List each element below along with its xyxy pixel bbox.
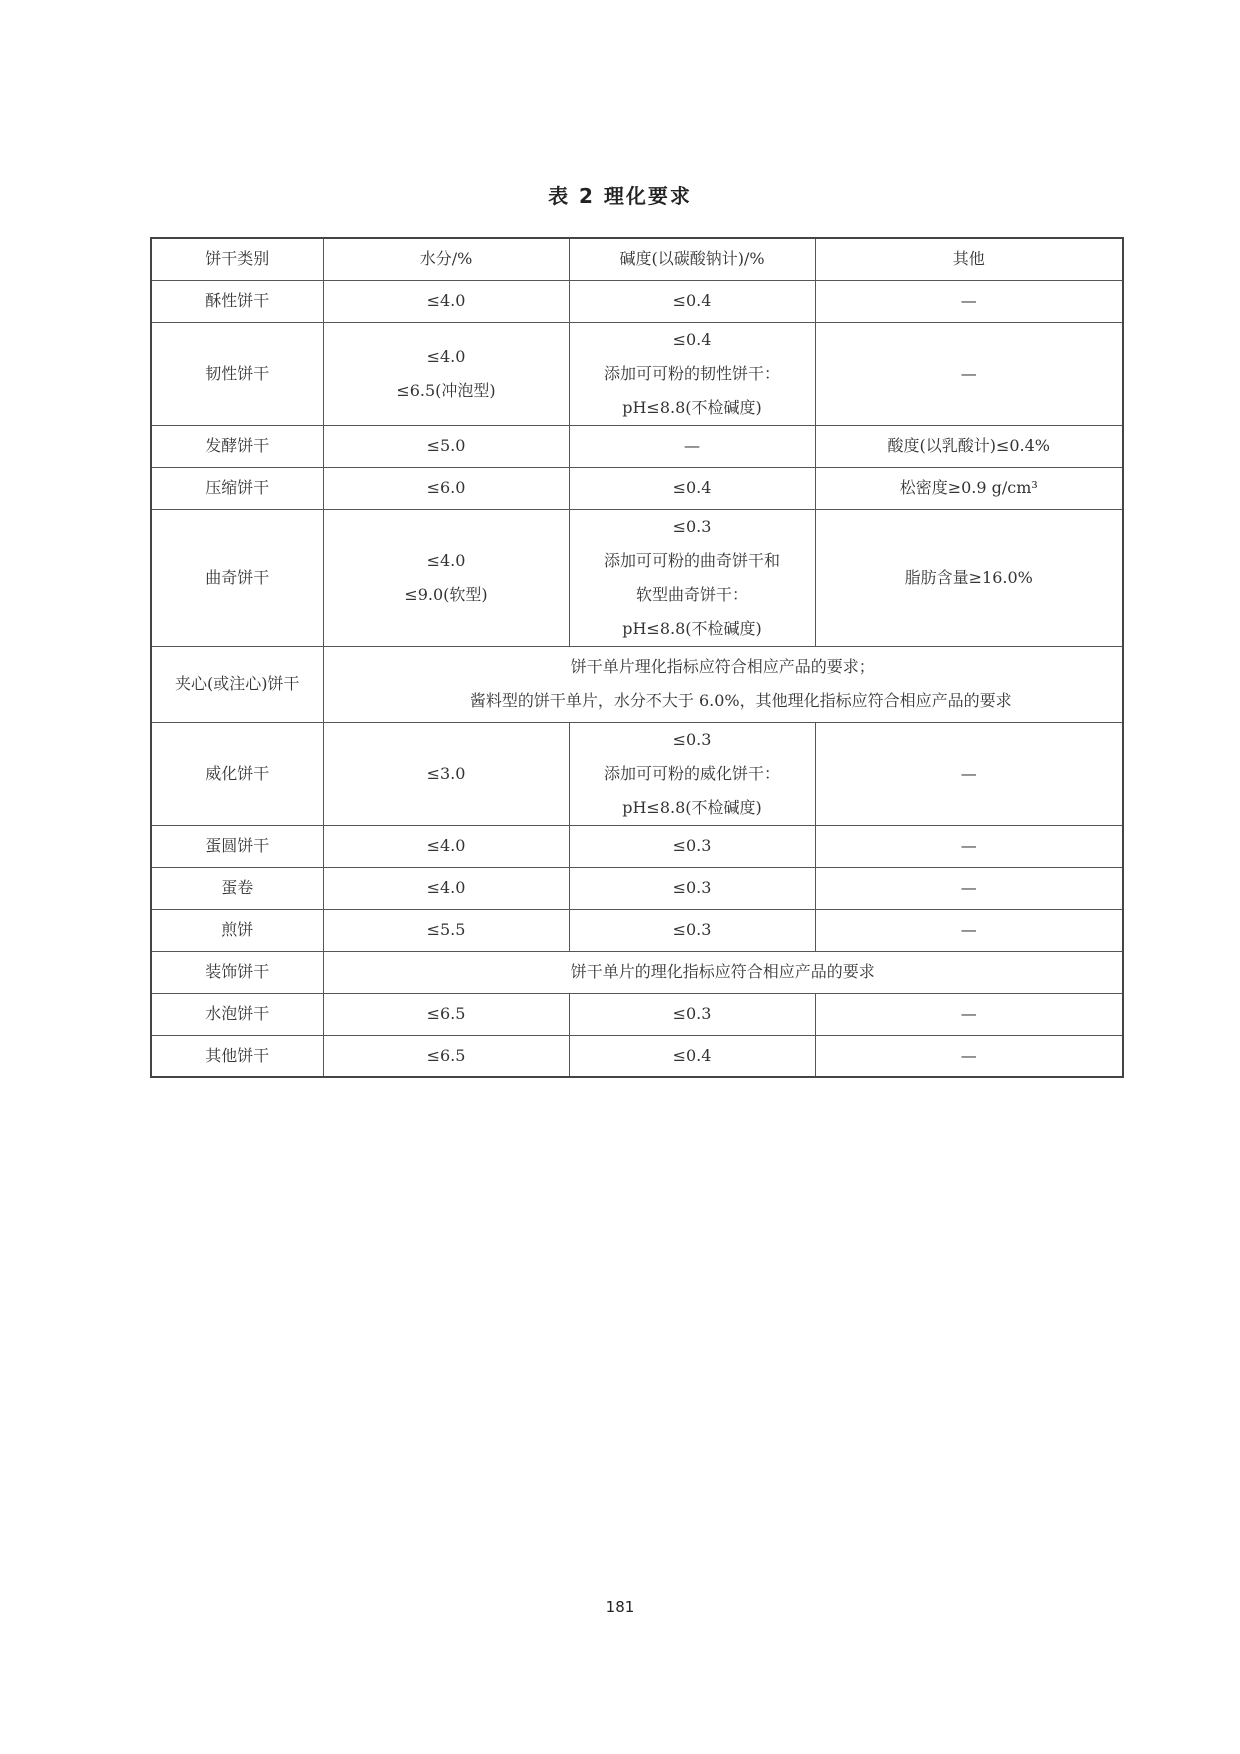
- header-moisture: 水分/%: [323, 238, 569, 280]
- cell-line: 脂肪含量≥16.0%: [904, 567, 1033, 587]
- table-row: [151, 993, 1123, 1035]
- moisture-cell: [323, 467, 569, 509]
- alkalinity-cell: [569, 1035, 815, 1077]
- table-row: [151, 467, 1123, 509]
- cell-line: 酱料型的饼干单片，水分不大于 6.0%，其他理化指标应符合相应产品的要求: [469, 691, 1012, 710]
- alkalinity-cell: [569, 280, 815, 322]
- cell-line: ≤4.0: [426, 836, 466, 855]
- header-other: 其他: [815, 238, 1123, 280]
- cell-line: ≤5.0: [426, 436, 466, 455]
- alkalinity-cell: [569, 993, 815, 1035]
- moisture-cell: [323, 825, 569, 867]
- category-cell: 煎饼: [151, 909, 323, 951]
- category-cell: 蛋圆饼干: [151, 825, 323, 867]
- cell-line: ≤0.4: [672, 1045, 712, 1065]
- cell-line: 添加可可粉的韧性饼干：: [603, 363, 780, 383]
- page-number: 181: [605, 1598, 635, 1616]
- category-cell: 其他饼干: [151, 1035, 323, 1077]
- cell-line: —: [960, 878, 977, 897]
- table-header-row: [151, 238, 1123, 280]
- category-cell: 韧性饼干: [151, 322, 323, 425]
- category-cell: 威化饼干: [151, 722, 323, 825]
- moisture-cell: [323, 322, 569, 425]
- other-cell: [815, 467, 1123, 509]
- category-cell: 压缩饼干: [151, 467, 323, 509]
- cell-line: ≤4.0: [426, 878, 466, 897]
- cell-line: 添加可可粉的曲奇饼干和: [603, 550, 780, 570]
- physicochemical-requirements-table: [150, 237, 1124, 1078]
- merged-note-cell: [323, 646, 1123, 722]
- moisture-cell: [323, 867, 569, 909]
- table-row: [151, 867, 1123, 909]
- moisture-cell: [323, 509, 569, 646]
- cell-line: ≤4.0: [426, 291, 466, 310]
- cell-line: ≤0.4: [672, 478, 712, 497]
- moisture-cell: [323, 993, 569, 1035]
- cell-line: 饼干单片理化指标应符合相应产品的要求；: [570, 657, 875, 676]
- table-row: [151, 722, 1123, 825]
- cell-line: ≤0.4: [672, 329, 712, 349]
- other-cell: [815, 509, 1123, 646]
- cell-line: ≤5.5: [426, 920, 466, 939]
- category-cell: 装饰饼干: [151, 951, 323, 993]
- category-cell: 水泡饼干: [151, 993, 323, 1035]
- cell-line: ≤4.0: [426, 346, 466, 366]
- header-category: 饼干类别: [151, 238, 323, 280]
- category-cell: 发酵饼干: [151, 425, 323, 467]
- cell-line: ≤0.4: [672, 291, 712, 310]
- cell-line: ≤0.3: [672, 1004, 712, 1023]
- alkalinity-cell: [569, 825, 815, 867]
- moisture-cell: [323, 280, 569, 322]
- cell-line: 松密度≥0.9 g/cm³: [899, 478, 1038, 497]
- cell-line: ≤6.5: [426, 1004, 466, 1023]
- cell-line: ≤0.3: [672, 516, 712, 536]
- alkalinity-cell: [569, 322, 815, 425]
- cell-line: ≤9.0(软型): [404, 584, 488, 604]
- cell-line: —: [960, 920, 977, 939]
- table-row: [151, 509, 1123, 646]
- moisture-cell: [323, 722, 569, 825]
- alkalinity-cell: [569, 867, 815, 909]
- other-cell: [815, 425, 1123, 467]
- cell-line: ≤4.0: [426, 550, 466, 570]
- cell-line: ≤6.5(冲泡型): [396, 380, 496, 400]
- moisture-cell: [323, 1035, 569, 1077]
- table-row: [151, 1035, 1123, 1077]
- cell-line: ≤3.0: [426, 763, 466, 783]
- table-row: [151, 280, 1123, 322]
- cell-line: —: [960, 836, 977, 855]
- cell-line: —: [960, 1045, 977, 1065]
- category-cell: 曲奇饼干: [151, 509, 323, 646]
- cell-line: 软型曲奇饼干：: [635, 584, 748, 604]
- other-cell: [815, 867, 1123, 909]
- table-row: [151, 322, 1123, 425]
- table-title: 表 2 理化要求: [548, 184, 692, 208]
- cell-line: ≤0.3: [672, 878, 712, 897]
- cell-line: ≤0.3: [672, 836, 712, 855]
- cell-line: pH≤8.8(不检碱度): [622, 397, 762, 417]
- cell-line: —: [960, 363, 977, 383]
- cell-line: —: [960, 763, 977, 783]
- cell-line: ≤6.5: [426, 1045, 466, 1065]
- table-row: [151, 646, 1123, 722]
- header-alkalinity: 碱度(以碳酸钠计)/%: [569, 238, 815, 280]
- other-cell: [815, 280, 1123, 322]
- category-cell: 酥性饼干: [151, 280, 323, 322]
- other-cell: [815, 993, 1123, 1035]
- cell-line: 添加可可粉的威化饼干：: [603, 763, 780, 783]
- cell-line: ≤6.0: [426, 478, 466, 497]
- cell-line: —: [960, 1004, 977, 1023]
- alkalinity-cell: [569, 509, 815, 646]
- cell-line: pH≤8.8(不检碱度): [622, 618, 762, 638]
- cell-line: ≤0.3: [672, 920, 712, 939]
- table-row: [151, 425, 1123, 467]
- cell-line: —: [960, 291, 977, 310]
- cell-line: 酸度(以乳酸计)≤0.4%: [887, 436, 1051, 455]
- table-row: [151, 951, 1123, 993]
- moisture-cell: [323, 909, 569, 951]
- other-cell: [815, 825, 1123, 867]
- other-cell: [815, 722, 1123, 825]
- alkalinity-cell: [569, 467, 815, 509]
- merged-note-cell: 饼干单片的理化指标应符合相应产品的要求: [323, 951, 1123, 993]
- table-row: [151, 909, 1123, 951]
- alkalinity-cell: [569, 425, 815, 467]
- category-cell: 夹心(或注心)饼干: [151, 646, 323, 722]
- cell-line: ≤0.3: [672, 729, 712, 749]
- alkalinity-cell: [569, 722, 815, 825]
- other-cell: [815, 1035, 1123, 1077]
- other-cell: [815, 909, 1123, 951]
- cell-line: —: [684, 436, 700, 455]
- cell-line: pH≤8.8(不检碱度): [622, 797, 762, 817]
- category-cell: 蛋卷: [151, 867, 323, 909]
- other-cell: [815, 322, 1123, 425]
- moisture-cell: [323, 425, 569, 467]
- table-body: [151, 280, 1123, 1077]
- table-row: [151, 825, 1123, 867]
- alkalinity-cell: [569, 909, 815, 951]
